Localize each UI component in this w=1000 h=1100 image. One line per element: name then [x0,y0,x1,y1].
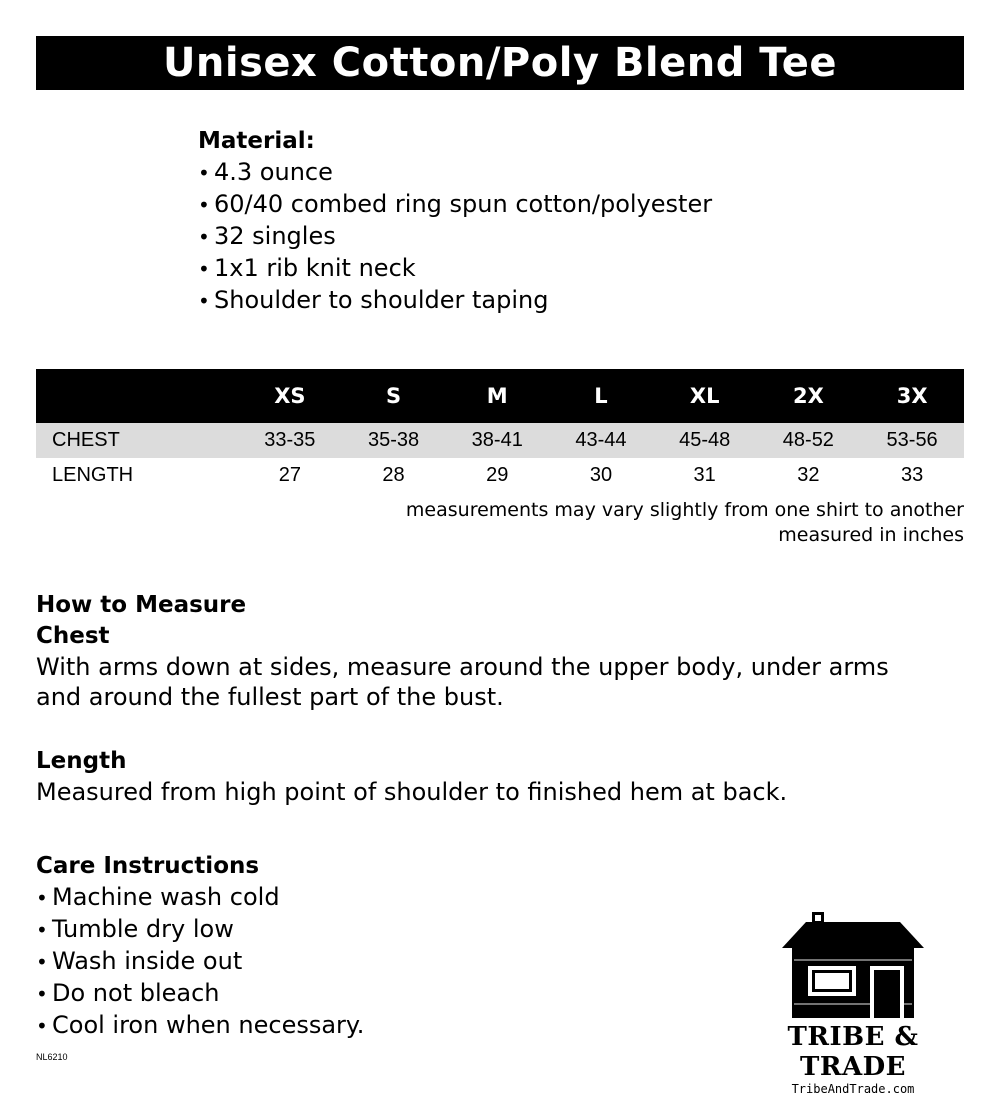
cabin-icon [778,908,928,1020]
table-cell: 48-52 [757,423,861,458]
list-item: • Shoulder to shoulder taping [198,285,712,317]
bullet-icon: • [36,918,48,942]
table-cell: 32 [797,464,820,486]
list-item: • Tumble dry low [36,914,364,946]
material-section [198,126,712,317]
size-header-cell: S [342,369,446,423]
size-header-cell: L [549,369,653,423]
bullet-icon: • [36,950,48,974]
size-header-cell: 2X [757,369,861,423]
bullet-icon: • [198,225,210,249]
size-chart-table [36,369,964,493]
table-cell: 53-56 [860,423,964,458]
title-bar [36,36,964,90]
page-title: Unisex Cotton/Poly Blend Tee [162,40,838,86]
list-item: • 4.3 ounce [198,157,712,189]
care-section [36,851,364,1042]
care-list [36,882,364,1042]
list-item: • 60/40 combed ring spun cotton/polyester [198,189,712,221]
care-heading: Care Instructions [36,853,260,879]
size-chart-notes [406,498,964,548]
table-cell: 29 [486,464,509,486]
chest-heading: Chest [36,623,110,649]
chest-instructions-line: With arms down at sides, measure around the upper body, under arms [36,653,889,681]
bullet-icon: • [198,161,210,185]
list-item: • Machine wash cold [36,882,364,914]
spacer [36,712,966,746]
material-heading: Material: [198,128,315,154]
list-item: • Do not bleach [36,978,364,1010]
row-label: CHEST [36,423,238,458]
size-header-row [36,369,964,423]
length-heading: Length [36,748,127,774]
table-cell: 33-35 [238,423,342,458]
table-row [36,423,964,458]
units-note: measured in inches [778,524,964,546]
table-cell: 27 [278,464,301,486]
table-cell: 45-48 [653,423,757,458]
size-header-cell: 3X [860,369,964,423]
table-cell: 43-44 [549,423,653,458]
size-header-cell: M [445,369,549,423]
brand-website: TribeAndTrade.com [791,1082,915,1096]
bullet-icon: • [198,193,210,217]
product-code: NL6210 [36,1052,68,1062]
bullet-icon: • [36,886,48,910]
table-cell: 38-41 [445,423,549,458]
table-cell: 33 [900,464,924,486]
table-cell: 31 [693,464,716,486]
list-item: • Cool iron when necessary. [36,1010,364,1042]
list-item: • Wash inside out [36,946,364,978]
blank-header-cell [36,369,238,423]
table-cell: 30 [589,464,613,486]
bullet-icon: • [36,1014,48,1038]
brand-name: TRIBE & TRADE [787,1022,919,1082]
table-row [36,458,964,493]
size-header-cell: XS [238,369,342,423]
table-cell: 28 [382,464,405,486]
size-header-cell: XL [653,369,757,423]
bullet-icon: • [36,982,48,1006]
row-label: LENGTH [52,464,134,486]
bullet-icon: • [198,257,210,281]
how-to-measure-section [36,590,966,807]
chest-instructions-line: and around the fullest part of the bust. [36,683,504,711]
length-instructions: Measured from high point of shoulder to finished hem at back. [36,778,788,806]
brand-logo [740,908,966,1096]
table-cell: 35-38 [342,423,446,458]
list-item: • 32 singles [198,221,712,253]
list-item: • 1x1 rib knit neck [198,253,712,285]
bullet-icon: • [198,289,210,313]
material-list [198,157,712,317]
variance-note: measurements may vary slightly from one shirt to another [405,499,964,521]
how-to-measure-heading: How to Measure [36,592,247,618]
